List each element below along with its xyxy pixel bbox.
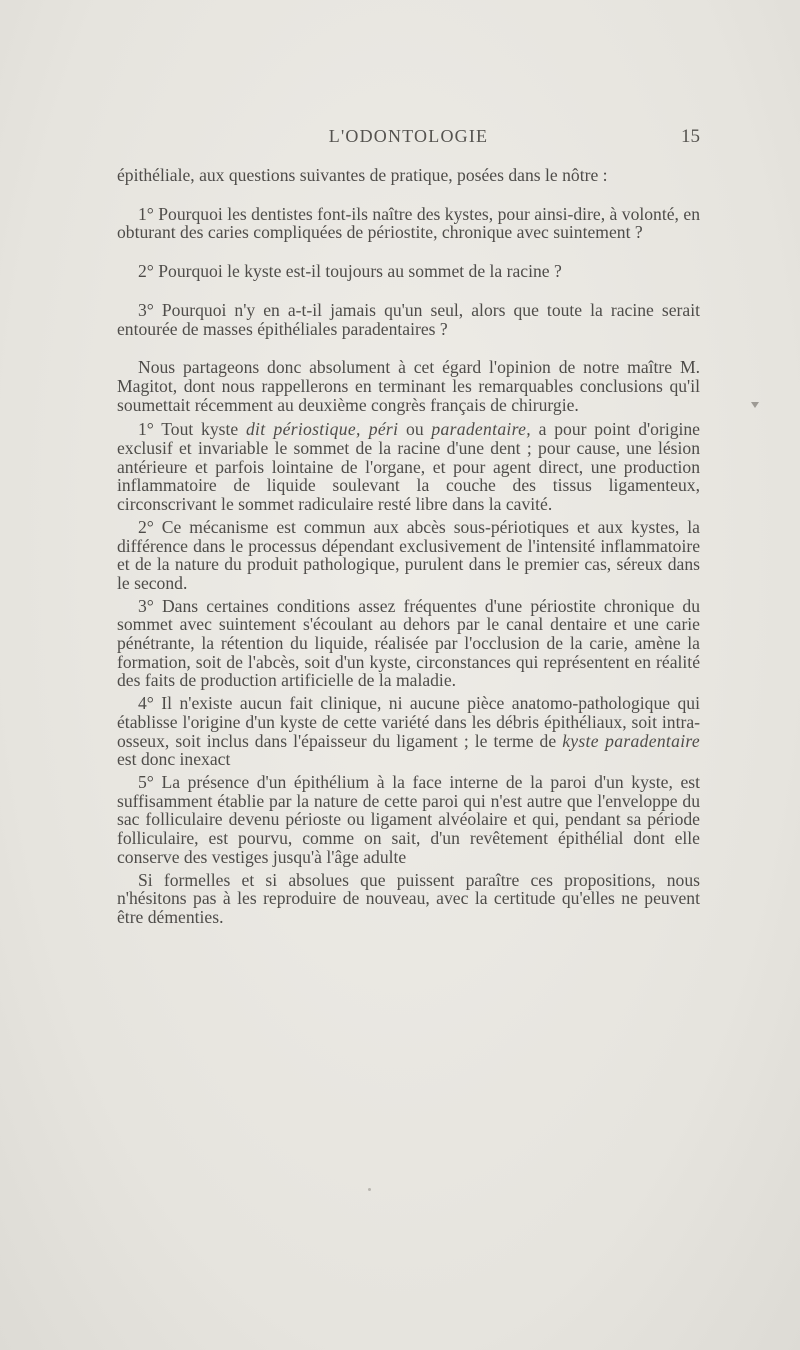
- running-head: [117, 126, 700, 152]
- running-title: L'ODONTOLOGIE: [328, 126, 489, 146]
- closing-paragraph: Si formelles et si absolues que puissent paraître ces propositions, nous n'hésitons pas à les reproduire de nouveau, avec la certitude qu'elles ne peuvent être démenties.: [117, 869, 700, 927]
- conclusion-1-italic-paradentaire: paradentaire,: [431, 419, 531, 440]
- question-3: 3° Pourquoi n'y en a-t-il jamais qu'un seul, alors que toute la racine serait entourée de masses épithéliales paradentaires ?: [117, 299, 700, 339]
- conclusion-2: 2° Ce mécanisme est commun aux abcès sous-périotiques et aux kystes, la différence dans le processus dépendant exclusivement de l'intensité inflammatoire et de la nature du produit pathologique, purulent dans le premier cas, séreux dans le second.: [117, 516, 700, 593]
- conclusion-3: 3° Dans certaines conditions assez fréquentes d'une périostite chronique du sommet avec suintement s'écoulant au dehors par le canal dentaire et une carie pénétrante, la rétention du liquide, réalisée par l'occlusion de la carie, amène la formation, soit de l'abcès, soit d'un kyste, circonstances qui représentent en réalité des faits de production artificielle de la maladie.: [117, 595, 700, 691]
- conclusion-4-rest: est donc inexact: [117, 749, 231, 770]
- body-text: [117, 166, 700, 927]
- question-1: 1° Pourquoi les dentistes font-ils naître des kystes, pour ainsi-dire, à volonté, en obturant des caries compliquées de périostite, chronique avec suintement ?: [117, 203, 700, 243]
- conclusion-4-italic-term: kyste paradentaire: [562, 730, 700, 751]
- conclusion-1: [117, 420, 700, 514]
- margin-mark: [751, 402, 759, 408]
- question-2: 2° Pourquoi le kyste est-il toujours au sommet de la racine ?: [138, 261, 562, 282]
- conclusion-1-italic-term: dit périostique, péri: [245, 419, 399, 440]
- page-number: 15: [681, 126, 700, 147]
- conclusion-1-rest: a pour point d'origine exclusif et invariable le sommet de la racine d'une dent ; pour cause, une lésion antérieure et parfois lointaine de l'organe, et pour agent direct, une production inflammatoire de liquide soulevant la couche des tissus ligamenteux, circonscrivant le sommet radiculaire resté libre dans la cavité.: [117, 419, 700, 515]
- conclusion-5: 5° La présence d'un épithélium à la face interne de la paroi d'un kyste, est suffisamment établie par la nature de cette paroi qui n'est autre que l'enveloppe du sac folliculaire devenu périoste ou ligament alvéolaire et qui, pendant sa période folliculaire, est pourvu, comme on sait, d'un revêtement épithélial dont elle conserve des vestiges jusqu'à l'âge adulte: [117, 771, 700, 867]
- conclusion-4: [117, 694, 700, 769]
- ink-speck: [368, 1188, 371, 1191]
- conclusion-4-lead: 4° Il n'existe aucun fait clinique, ni aucune pièce anatomo-pathologique qui établisse l'origine d'un kyste de cette variété dans les débris épithéliaux, soit intra-osseux, soit inclus dans l'épaisseur du ligament ; le terme de: [117, 693, 700, 751]
- paragraph-continuation: épithéliale, aux questions suivantes de pratique, posées dans le nôtre :: [117, 165, 608, 185]
- conclusion-1-connector: ou: [398, 419, 432, 440]
- paragraph-magitot: Nous partageons donc absolument à cet égard l'opinion de notre maître M. Magitot, dont nous rappellerons en terminant les remarquables conclusions qu'il soumettait récemment au deuxième congrès français de chirurgie.: [117, 357, 700, 415]
- conclusion-1-lead: 1° Tout kyste: [138, 419, 246, 440]
